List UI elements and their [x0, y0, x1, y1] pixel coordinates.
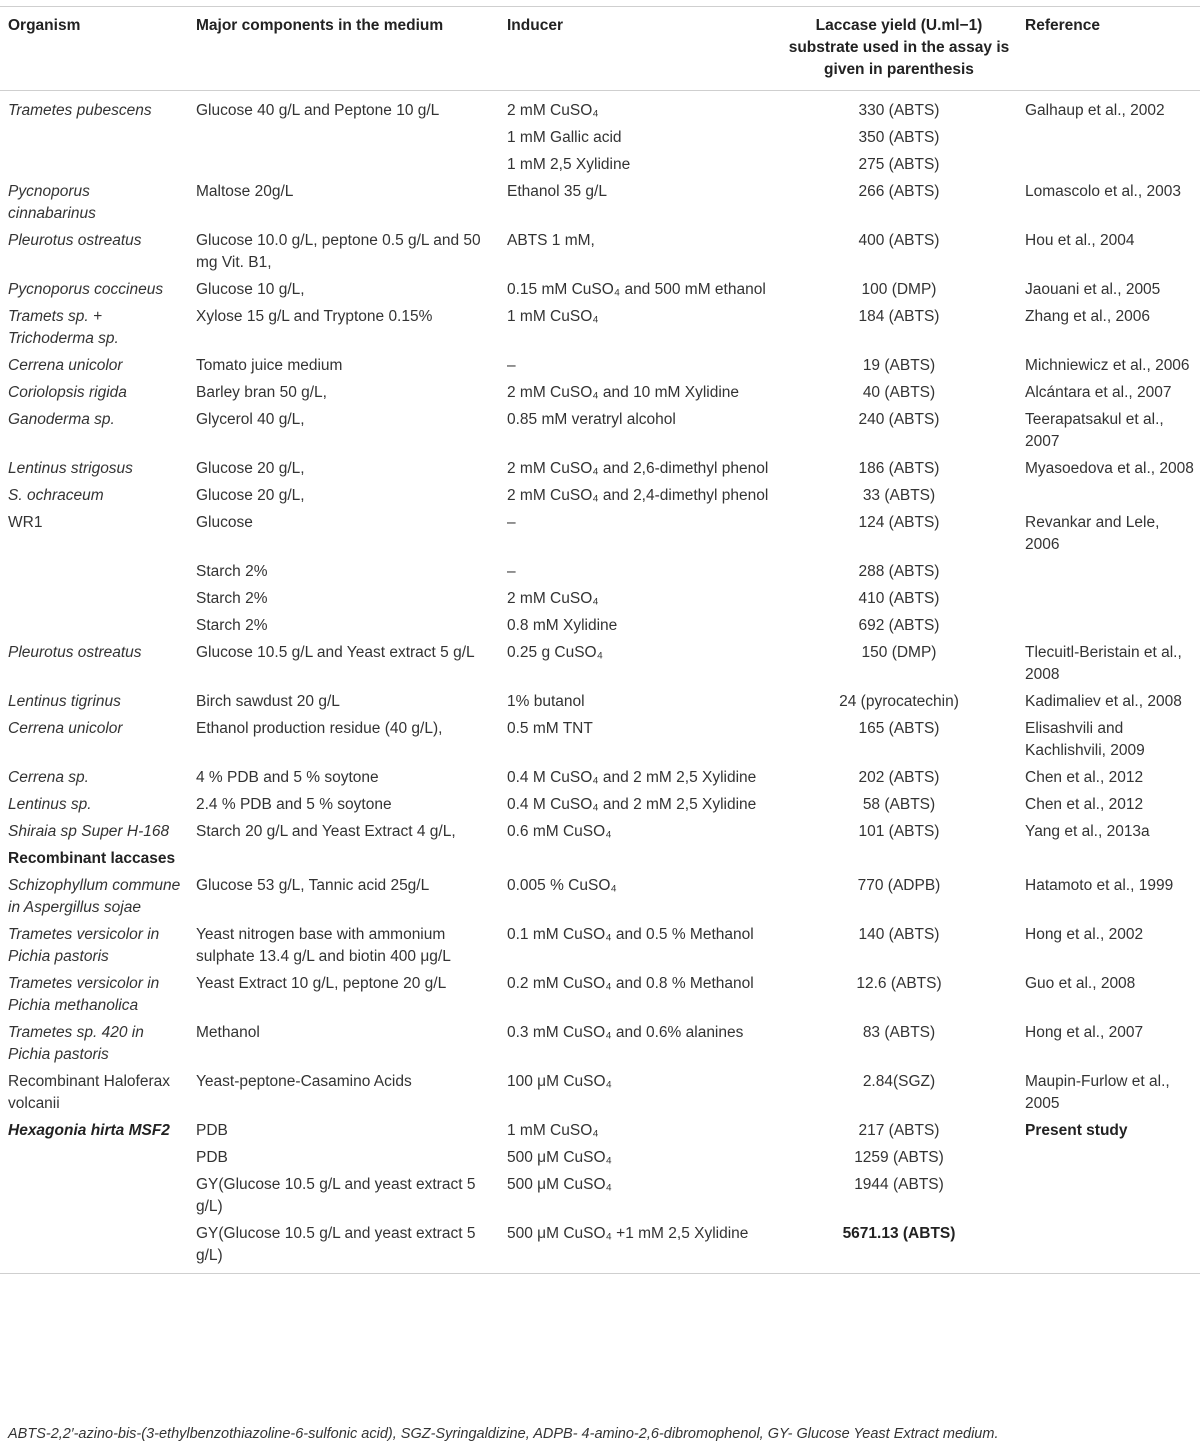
inducer-cell: 0.8 mM Xylidine — [507, 617, 618, 634]
inducer-cell: 2 mM CuSO₄ and 2,6-dimethyl phenol — [507, 460, 769, 477]
medium-cell: Starch 2% — [196, 590, 268, 607]
yield-cell: 1259 (ABTS) — [854, 1149, 944, 1166]
reference-cell — [1017, 480, 1200, 507]
inducer-cell: 0.4 M CuSO₄ and 2 mM 2,5 Xylidine — [507, 796, 757, 813]
organism-cell: Lentinus tigrinus — [8, 693, 121, 710]
organism-cell: Lentinus sp. — [8, 796, 92, 813]
reference-cell — [1017, 122, 1200, 149]
organism-cell — [0, 610, 188, 637]
yield-cell: 186 (ABTS) — [858, 460, 940, 477]
reference-cell: Hong et al., 2007 — [1025, 1024, 1144, 1041]
table-row — [0, 1169, 1200, 1218]
yield-cell: 217 (ABTS) — [858, 1122, 940, 1139]
table-row — [0, 610, 1200, 637]
reference-cell: Maupin-Furlow et al., 2005 — [1025, 1073, 1170, 1112]
table-row — [0, 122, 1200, 149]
inducer-cell: – — [507, 563, 516, 580]
reference-cell — [1017, 1142, 1200, 1169]
organism-cell: Pycnoporus cinnabarinus — [8, 183, 96, 222]
yield-cell: 150 (DMP) — [861, 644, 937, 661]
yield-cell: 202 (ABTS) — [858, 769, 940, 786]
organism-cell: Schizophyllum commune in Aspergillus sojae — [8, 877, 181, 916]
organism-cell — [0, 1218, 188, 1274]
inducer-cell: 0.1 mM CuSO₄ and 0.5 % Methanol — [507, 926, 754, 943]
organism-cell: Recombinant laccases — [8, 850, 176, 867]
inducer-cell: 2 mM CuSO₄ and 10 mM Xylidine — [507, 384, 740, 401]
inducer-cell: 500 μM CuSO₄ +1 mM 2,5 Xylidine — [507, 1225, 749, 1242]
yield-cell: 2.84(SGZ) — [862, 1073, 936, 1090]
table-row — [0, 919, 1200, 968]
yield-cell: 400 (ABTS) — [858, 232, 940, 249]
inducer-cell: 0.25 g CuSO₄ — [507, 644, 603, 661]
yield-cell: 101 (ABTS) — [858, 823, 940, 840]
medium-cell: Barley bran 50 g/L, — [196, 384, 327, 401]
reference-cell: Jaouani et al., 2005 — [1025, 281, 1161, 298]
medium-cell — [188, 149, 499, 176]
medium-cell: 4 % PDB and 5 % soytone — [196, 769, 379, 786]
table-row — [0, 377, 1200, 404]
organism-cell: WR1 — [8, 514, 43, 531]
table-row — [0, 274, 1200, 301]
medium-cell — [188, 843, 499, 870]
inducer-cell: 2 mM CuSO₄ — [507, 102, 599, 119]
table-row — [0, 225, 1200, 274]
reference-cell: Yang et al., 2013a — [1025, 823, 1150, 840]
header-inducer: Inducer — [507, 17, 563, 34]
yield-cell: 12.6 (ABTS) — [856, 975, 942, 992]
medium-cell: Glucose — [196, 514, 253, 531]
laccase-yield-table — [0, 6, 1200, 1274]
table-row — [0, 583, 1200, 610]
table-row — [0, 686, 1200, 713]
reference-cell — [1017, 149, 1200, 176]
reference-cell — [1017, 610, 1200, 637]
table-row — [0, 453, 1200, 480]
organism-cell: S. ochraceum — [8, 487, 104, 504]
table-row — [0, 713, 1200, 762]
yield-cell: 770 (ADPB) — [857, 877, 941, 894]
table-header — [0, 7, 1200, 91]
medium-cell: Glucose 40 g/L and Peptone 10 g/L — [196, 102, 440, 119]
medium-cell: Birch sawdust 20 g/L — [196, 693, 340, 710]
yield-cell: 33 (ABTS) — [862, 487, 936, 504]
organism-cell: Coriolopsis rigida — [8, 384, 127, 401]
table-row — [0, 1115, 1200, 1142]
organism-cell: Trametes sp. 420 in Pichia pastoris — [8, 1024, 144, 1063]
header-organism: Organism — [8, 17, 81, 34]
yield-cell: 165 (ABTS) — [858, 720, 940, 737]
yield-cell: 124 (ABTS) — [858, 514, 940, 531]
header-yield: Laccase yield (U.ml−1) substrate used in the assay is given in parenthesis — [788, 17, 1010, 78]
medium-cell: 2.4 % PDB and 5 % soytone — [196, 796, 392, 813]
table-row — [0, 91, 1200, 123]
table-row — [0, 301, 1200, 350]
yield-cell — [779, 843, 1017, 870]
organism-cell: Pleurotus ostreatus — [8, 644, 142, 661]
table-row — [0, 789, 1200, 816]
inducer-cell: 2 mM CuSO₄ — [507, 590, 599, 607]
table-row — [0, 816, 1200, 843]
organism-cell: Hexagonia hirta MSF2 — [8, 1122, 170, 1139]
reference-cell — [1017, 1169, 1200, 1218]
medium-cell: Yeast nitrogen base with ammonium sulphate 13.4 g/L and biotin 400 μg/L — [196, 926, 451, 965]
reference-cell: Present study — [1025, 1122, 1128, 1139]
inducer-cell: 0.85 mM veratryl alcohol — [507, 411, 676, 428]
inducer-cell — [499, 843, 779, 870]
yield-cell: 1944 (ABTS) — [854, 1176, 944, 1193]
organism-cell: Lentinus strigosus — [8, 460, 133, 477]
table-row — [0, 843, 1200, 870]
table-row — [0, 149, 1200, 176]
inducer-cell: 100 μM CuSO₄ — [507, 1073, 612, 1090]
medium-cell: GY(Glucose 10.5 g/L and yeast extract 5 g/L) — [196, 1225, 476, 1264]
medium-cell: Ethanol production residue (40 g/L), — [196, 720, 443, 737]
header-row — [0, 7, 1200, 91]
table-row — [0, 1017, 1200, 1066]
inducer-cell: 0.4 M CuSO₄ and 2 mM 2,5 Xylidine — [507, 769, 757, 786]
reference-cell: Teerapatsakul et al., 2007 — [1025, 411, 1164, 450]
table-row — [0, 1066, 1200, 1115]
header-medium: Major components in the medium — [196, 17, 444, 34]
medium-cell: PDB — [196, 1149, 228, 1166]
organism-cell: Cerrena sp. — [8, 769, 89, 786]
table-row — [0, 870, 1200, 919]
reference-cell: Tlecuitl-Beristain et al., 2008 — [1025, 644, 1182, 683]
yield-cell: 40 (ABTS) — [862, 384, 936, 401]
inducer-cell: 0.3 mM CuSO₄ and 0.6% alanines — [507, 1024, 744, 1041]
medium-cell: Starch 2% — [196, 563, 268, 580]
organism-cell: Tramets sp. + Trichoderma sp. — [8, 308, 119, 347]
medium-cell: Glucose 20 g/L, — [196, 487, 305, 504]
medium-cell: Starch 20 g/L and Yeast Extract 4 g/L, — [196, 823, 456, 840]
yield-cell: 140 (ABTS) — [858, 926, 940, 943]
organism-cell: Recombinant Haloferax volcanii — [8, 1073, 170, 1112]
medium-cell: Yeast Extract 10 g/L, peptone 20 g/L — [196, 975, 447, 992]
reference-cell — [1017, 583, 1200, 610]
medium-cell: Glycerol 40 g/L, — [196, 411, 305, 428]
yield-cell: 330 (ABTS) — [858, 102, 940, 119]
inducer-cell: 2 mM CuSO₄ and 2,4-dimethyl phenol — [507, 487, 769, 504]
organism-cell: Cerrena unicolor — [8, 720, 123, 737]
yield-cell: 288 (ABTS) — [858, 563, 940, 580]
yield-cell: 266 (ABTS) — [858, 183, 940, 200]
table-row — [0, 968, 1200, 1017]
reference-cell: Lomascolo et al., 2003 — [1025, 183, 1181, 200]
reference-cell: Zhang et al., 2006 — [1025, 308, 1150, 325]
reference-cell: Hou et al., 2004 — [1025, 232, 1135, 249]
yield-cell: 692 (ABTS) — [858, 617, 940, 634]
organism-cell: Cerrena unicolor — [8, 357, 123, 374]
yield-cell: 83 (ABTS) — [862, 1024, 936, 1041]
table-body — [0, 91, 1200, 1274]
medium-cell: Glucose 10 g/L, — [196, 281, 305, 298]
table-row — [0, 350, 1200, 377]
medium-cell: GY(Glucose 10.5 g/L and yeast extract 5 g/L) — [196, 1176, 476, 1215]
medium-cell: Glucose 10.5 g/L and Yeast extract 5 g/L — [196, 644, 475, 661]
yield-cell: 100 (DMP) — [861, 281, 937, 298]
inducer-cell: 0.6 mM CuSO₄ — [507, 823, 612, 840]
inducer-cell: 500 μM CuSO₄ — [507, 1176, 612, 1193]
yield-cell: 24 (pyrocatechin) — [839, 693, 959, 710]
inducer-cell: 1 mM Gallic acid — [507, 129, 622, 146]
yield-cell: 5671.13 (ABTS) — [842, 1225, 956, 1242]
yield-cell: 350 (ABTS) — [858, 129, 940, 146]
organism-cell — [0, 556, 188, 583]
inducer-cell: – — [507, 357, 516, 374]
yield-cell: 19 (ABTS) — [862, 357, 936, 374]
table-row — [0, 507, 1200, 556]
inducer-cell: 1 mM 2,5 Xylidine — [507, 156, 631, 173]
table-row — [0, 556, 1200, 583]
reference-cell: Revankar and Lele, 2006 — [1025, 514, 1160, 553]
organism-cell — [0, 149, 188, 176]
reference-cell: Chen et al., 2012 — [1025, 796, 1144, 813]
medium-cell: PDB — [196, 1122, 228, 1139]
table-row — [0, 637, 1200, 686]
inducer-cell: ABTS 1 mM, — [507, 232, 595, 249]
medium-cell: Yeast-peptone-Casamino Acids — [196, 1073, 412, 1090]
inducer-cell: 0.5 mM TNT — [507, 720, 593, 737]
yield-cell: 410 (ABTS) — [858, 590, 940, 607]
inducer-cell: Ethanol 35 g/L — [507, 183, 607, 200]
reference-cell: Galhaup et al., 2002 — [1025, 102, 1165, 119]
organism-cell — [0, 1169, 188, 1218]
reference-cell — [1017, 843, 1200, 870]
reference-cell: Elisashvili and Kachlishvili, 2009 — [1025, 720, 1145, 759]
inducer-cell: 0.15 mM CuSO₄ and 500 mM ethanol — [507, 281, 766, 298]
table-row — [0, 1142, 1200, 1169]
reference-cell: Alcántara et al., 2007 — [1025, 384, 1172, 401]
inducer-cell: 1% butanol — [507, 693, 585, 710]
reference-cell: Chen et al., 2012 — [1025, 769, 1144, 786]
yield-cell: 275 (ABTS) — [858, 156, 940, 173]
yield-cell: 240 (ABTS) — [858, 411, 940, 428]
medium-cell: Glucose 10.0 g/L, peptone 0.5 g/L and 50 mg Vit. B1, — [196, 232, 481, 271]
yield-cell: 58 (ABTS) — [862, 796, 936, 813]
reference-cell — [1017, 1218, 1200, 1274]
table-row — [0, 1218, 1200, 1274]
inducer-cell: 0.005 % CuSO₄ — [507, 877, 617, 894]
medium-cell — [188, 122, 499, 149]
reference-cell: Hatamoto et al., 1999 — [1025, 877, 1174, 894]
medium-cell: Starch 2% — [196, 617, 268, 634]
inducer-cell: – — [507, 514, 516, 531]
organism-cell: Shiraia sp Super H-168 — [8, 823, 170, 840]
inducer-cell: 1 mM CuSO₄ — [507, 1122, 599, 1139]
medium-cell: Methanol — [196, 1024, 260, 1041]
reference-cell: Michniewicz et al., 2006 — [1025, 357, 1190, 374]
organism-cell: Pycnoporus coccineus — [8, 281, 164, 298]
organism-cell: Ganoderma sp. — [8, 411, 115, 428]
table-row — [0, 176, 1200, 225]
table-row — [0, 404, 1200, 453]
reference-cell: Kadimaliev et al., 2008 — [1025, 693, 1182, 710]
medium-cell: Maltose 20g/L — [196, 183, 294, 200]
medium-cell: Glucose 20 g/L, — [196, 460, 305, 477]
organism-cell: Trametes pubescens — [8, 102, 152, 119]
table-footnote: ABTS-2,2′-azino-bis-(3-ethylbenzothiazoline-6-sulfonic acid), SGZ-Syringaldizine, ADPB- 4-amino-2,6-dibromophenol, GY- Glucose Yeast Extract medium. — [8, 1426, 999, 1442]
organism-cell: Pleurotus ostreatus — [8, 232, 142, 249]
reference-cell: Myasoedova et al., 2008 — [1025, 460, 1194, 477]
reference-cell: Hong et al., 2002 — [1025, 926, 1144, 943]
inducer-cell: 500 μM CuSO₄ — [507, 1149, 612, 1166]
organism-cell: Trametes versicolor in Pichia methanolica — [8, 975, 160, 1014]
medium-cell: Tomato juice medium — [196, 357, 343, 374]
table-row — [0, 762, 1200, 789]
header-reference: Reference — [1025, 17, 1100, 34]
reference-cell — [1017, 556, 1200, 583]
reference-cell: Guo et al., 2008 — [1025, 975, 1136, 992]
organism-cell — [0, 1142, 188, 1169]
organism-cell: Trametes versicolor in Pichia pastoris — [8, 926, 160, 965]
inducer-cell: 0.2 mM CuSO₄ and 0.8 % Methanol — [507, 975, 754, 992]
medium-cell: Glucose 53 g/L, Tannic acid 25g/L — [196, 877, 430, 894]
medium-cell: Xylose 15 g/L and Tryptone 0.15% — [196, 308, 433, 325]
organism-cell — [0, 122, 188, 149]
table-row — [0, 480, 1200, 507]
organism-cell — [0, 583, 188, 610]
yield-cell: 184 (ABTS) — [858, 308, 940, 325]
inducer-cell: 1 mM CuSO₄ — [507, 308, 599, 325]
